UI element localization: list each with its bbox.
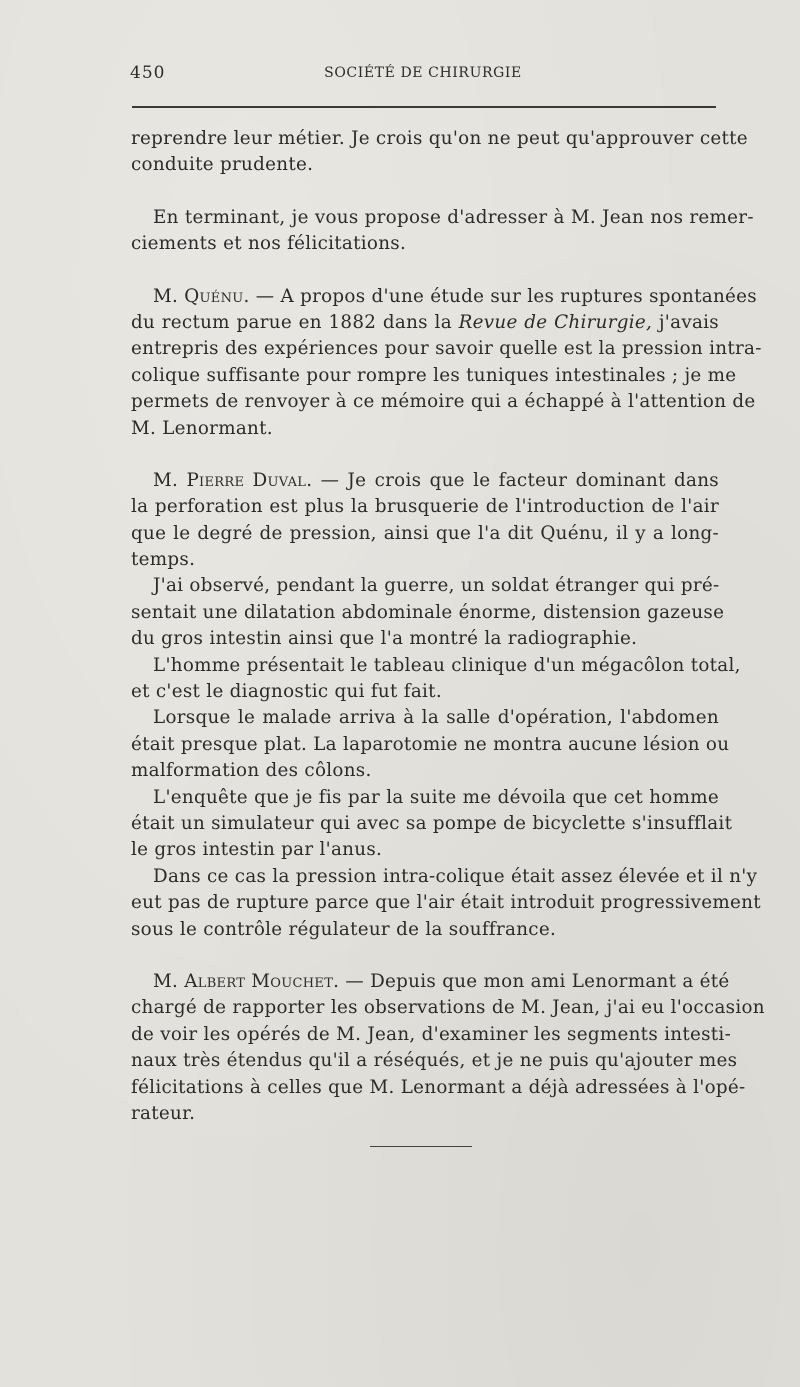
section-end-rule <box>370 1146 472 1147</box>
header-rule <box>132 106 716 108</box>
running-title: SOCIÉTÉ DE CHIRURGIE <box>324 65 522 81</box>
paragraph <box>131 785 733 864</box>
paragraph-gap <box>131 258 719 284</box>
paragraph-gap <box>131 943 719 969</box>
text-line <box>131 284 757 310</box>
paragraph <box>131 864 761 943</box>
paragraph <box>131 573 725 652</box>
journal-title: Revue de Chirurgie, <box>458 311 653 333</box>
speaker-prefix: M. <box>153 469 179 491</box>
text-line: que le degré de pression, ainsi que l'a dit Quénu, il y a long- <box>131 522 719 544</box>
text-line: était un simulateur qui avec sa pompe de bicyclette s'insufflait <box>131 812 733 834</box>
text-line: conduite prudente. <box>131 154 314 176</box>
paragraph <box>131 653 741 706</box>
text-line: permets de renvoyer à ce mémoire qui a échappé à l'attention de <box>131 391 756 413</box>
text-line: M. Lenormant. <box>131 417 273 439</box>
speaker-name: Albert Mouchet. <box>184 970 340 992</box>
text-line: Dans ce cas la pression intra-colique était assez élevée et il n'y <box>153 865 758 887</box>
speaker-prefix: M. <box>153 285 179 307</box>
text-line: entrepris des expériences pour savoir quelle est la pression intra- <box>131 338 762 360</box>
paragraph-duval <box>131 468 719 574</box>
text-line: sentait une dilatation abdominale énorme, distension gazeuse <box>131 601 725 623</box>
text-line: naux très étendus qu'il a réséqués, et je ne puis qu'ajouter mes <box>131 1050 738 1072</box>
text-line <box>131 969 730 995</box>
text-line: la perforation est plus la brusquerie de l'introduction de l'air <box>131 496 719 518</box>
paragraph-quenu <box>131 284 762 442</box>
speaker-name: Quénu. <box>184 285 250 307</box>
line-text: — Je crois que le facteur dominant dans <box>320 469 719 491</box>
text-line: L'homme présentait le tableau clinique d'un mégacôlon total, <box>153 654 741 676</box>
text-line: sous le contrôle régulateur de la souffrance. <box>131 918 557 940</box>
paragraph <box>131 705 730 784</box>
text-line: reprendre leur métier. Je crois qu'on ne peut qu'approuver cette <box>131 128 748 149</box>
body-text <box>131 126 765 1127</box>
text-line: et c'est le diagnostic qui fut fait. <box>131 681 442 703</box>
text-line: du gros intestin ainsi que l'a montré la radiographie. <box>131 628 638 650</box>
paragraph-gap <box>131 179 719 205</box>
text-line: Lorsque le malade arriva à la salle d'opération, l'abdomen <box>153 707 719 729</box>
line-text: j'avais <box>658 311 719 333</box>
speaker-name: Pierre Duval. <box>186 469 313 491</box>
paragraph <box>131 126 748 179</box>
line-text: — A propos d'une étude sur les ruptures spontanées <box>255 285 757 307</box>
paragraph-mouchet <box>131 969 765 1127</box>
paragraph <box>131 205 754 258</box>
text-line: L'enquête que je fis par la suite me dévoila que cet homme <box>153 786 719 808</box>
text-line: colique suffisante pour rompre les tuniques intestinales ; je me <box>131 364 737 386</box>
page-number: 450 <box>130 63 166 83</box>
text-line: chargé de rapporter les observations de M. Jean, j'ai eu l'occasion <box>131 997 765 1019</box>
speaker-prefix: M. <box>153 970 179 992</box>
text-line: rateur. <box>131 1102 196 1124</box>
text-line: ciements et nos félicitations. <box>131 233 407 255</box>
line-text: — Depuis que mon ami Lenormant a été <box>345 970 730 992</box>
text-line: malformation des côlons. <box>131 760 372 782</box>
text-line: temps. <box>131 549 196 571</box>
text-line: de voir les opérés de M. Jean, d'examiner les segments intesti- <box>131 1023 732 1045</box>
text-line: J'ai observé, pendant la guerre, un soldat étranger qui pré- <box>153 575 720 597</box>
text-line <box>131 468 719 494</box>
paragraph-gap <box>131 442 719 468</box>
line-text: du rectum parue en 1882 dans la <box>131 311 452 333</box>
running-head <box>130 63 716 85</box>
text-line: félicitations à celles que M. Lenormant a déjà adressées à l'opé- <box>131 1076 746 1098</box>
text-line <box>131 310 719 336</box>
text-line: était presque plat. La laparotomie ne montra aucune lésion ou <box>131 733 730 755</box>
text-line: En terminant, je vous propose d'adresser à M. Jean nos remer- <box>153 206 754 228</box>
text-line: eut pas de rupture parce que l'air était introduit progressivement <box>131 892 761 914</box>
text-line: le gros intestin par l'anus. <box>131 839 383 861</box>
